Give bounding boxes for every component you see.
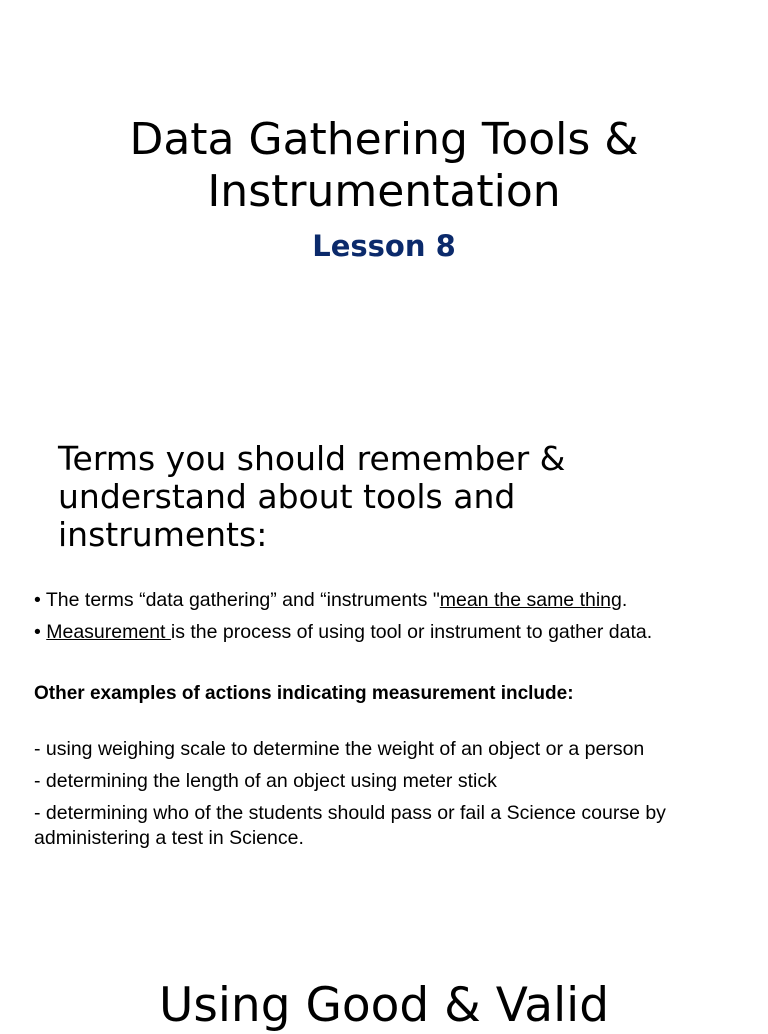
main-title-line-1: Data Gathering Tools & — [129, 114, 639, 165]
bullet-underlined-text: mean the same thing — [439, 589, 622, 611]
examples-list — [34, 737, 734, 858]
bullet-underlined-text: Measurement — [46, 621, 171, 643]
title-slide — [0, 0, 768, 330]
terms-heading-line-3: instruments: — [58, 515, 268, 554]
terms-heading-line-1: Terms you should remember & — [58, 439, 566, 478]
bullet-text-end: is the process of using tool or instrument to gather data. — [170, 621, 653, 643]
bullet-item — [34, 584, 734, 616]
next-slide-title: Using Good & Valid — [158, 978, 610, 1033]
example-item: - determining the length of an object using meter stick — [34, 770, 497, 792]
terms-heading-line-2: understand about tools and — [58, 477, 516, 516]
lesson-subtitle: Lesson 8 — [312, 229, 456, 263]
terms-bullet-list — [34, 584, 734, 648]
bullet-marker: • — [34, 621, 41, 643]
bullet-text-end: . — [621, 589, 628, 611]
bullet-marker: • — [34, 589, 41, 611]
bullet-text: The terms “data gathering” and “instruments " — [40, 589, 440, 611]
terms-heading — [58, 440, 718, 554]
example-item: - determining who of the students should pass or fail a Science course by administering a test in Science. — [34, 802, 666, 849]
bullet-item — [34, 616, 734, 648]
example-item: - using weighing scale to determine the weight of an object or a person — [34, 738, 645, 760]
main-title — [0, 114, 768, 218]
main-title-line-2: Instrumentation — [207, 166, 561, 217]
examples-heading: Other examples of actions indicating measurement include: — [34, 683, 574, 704]
